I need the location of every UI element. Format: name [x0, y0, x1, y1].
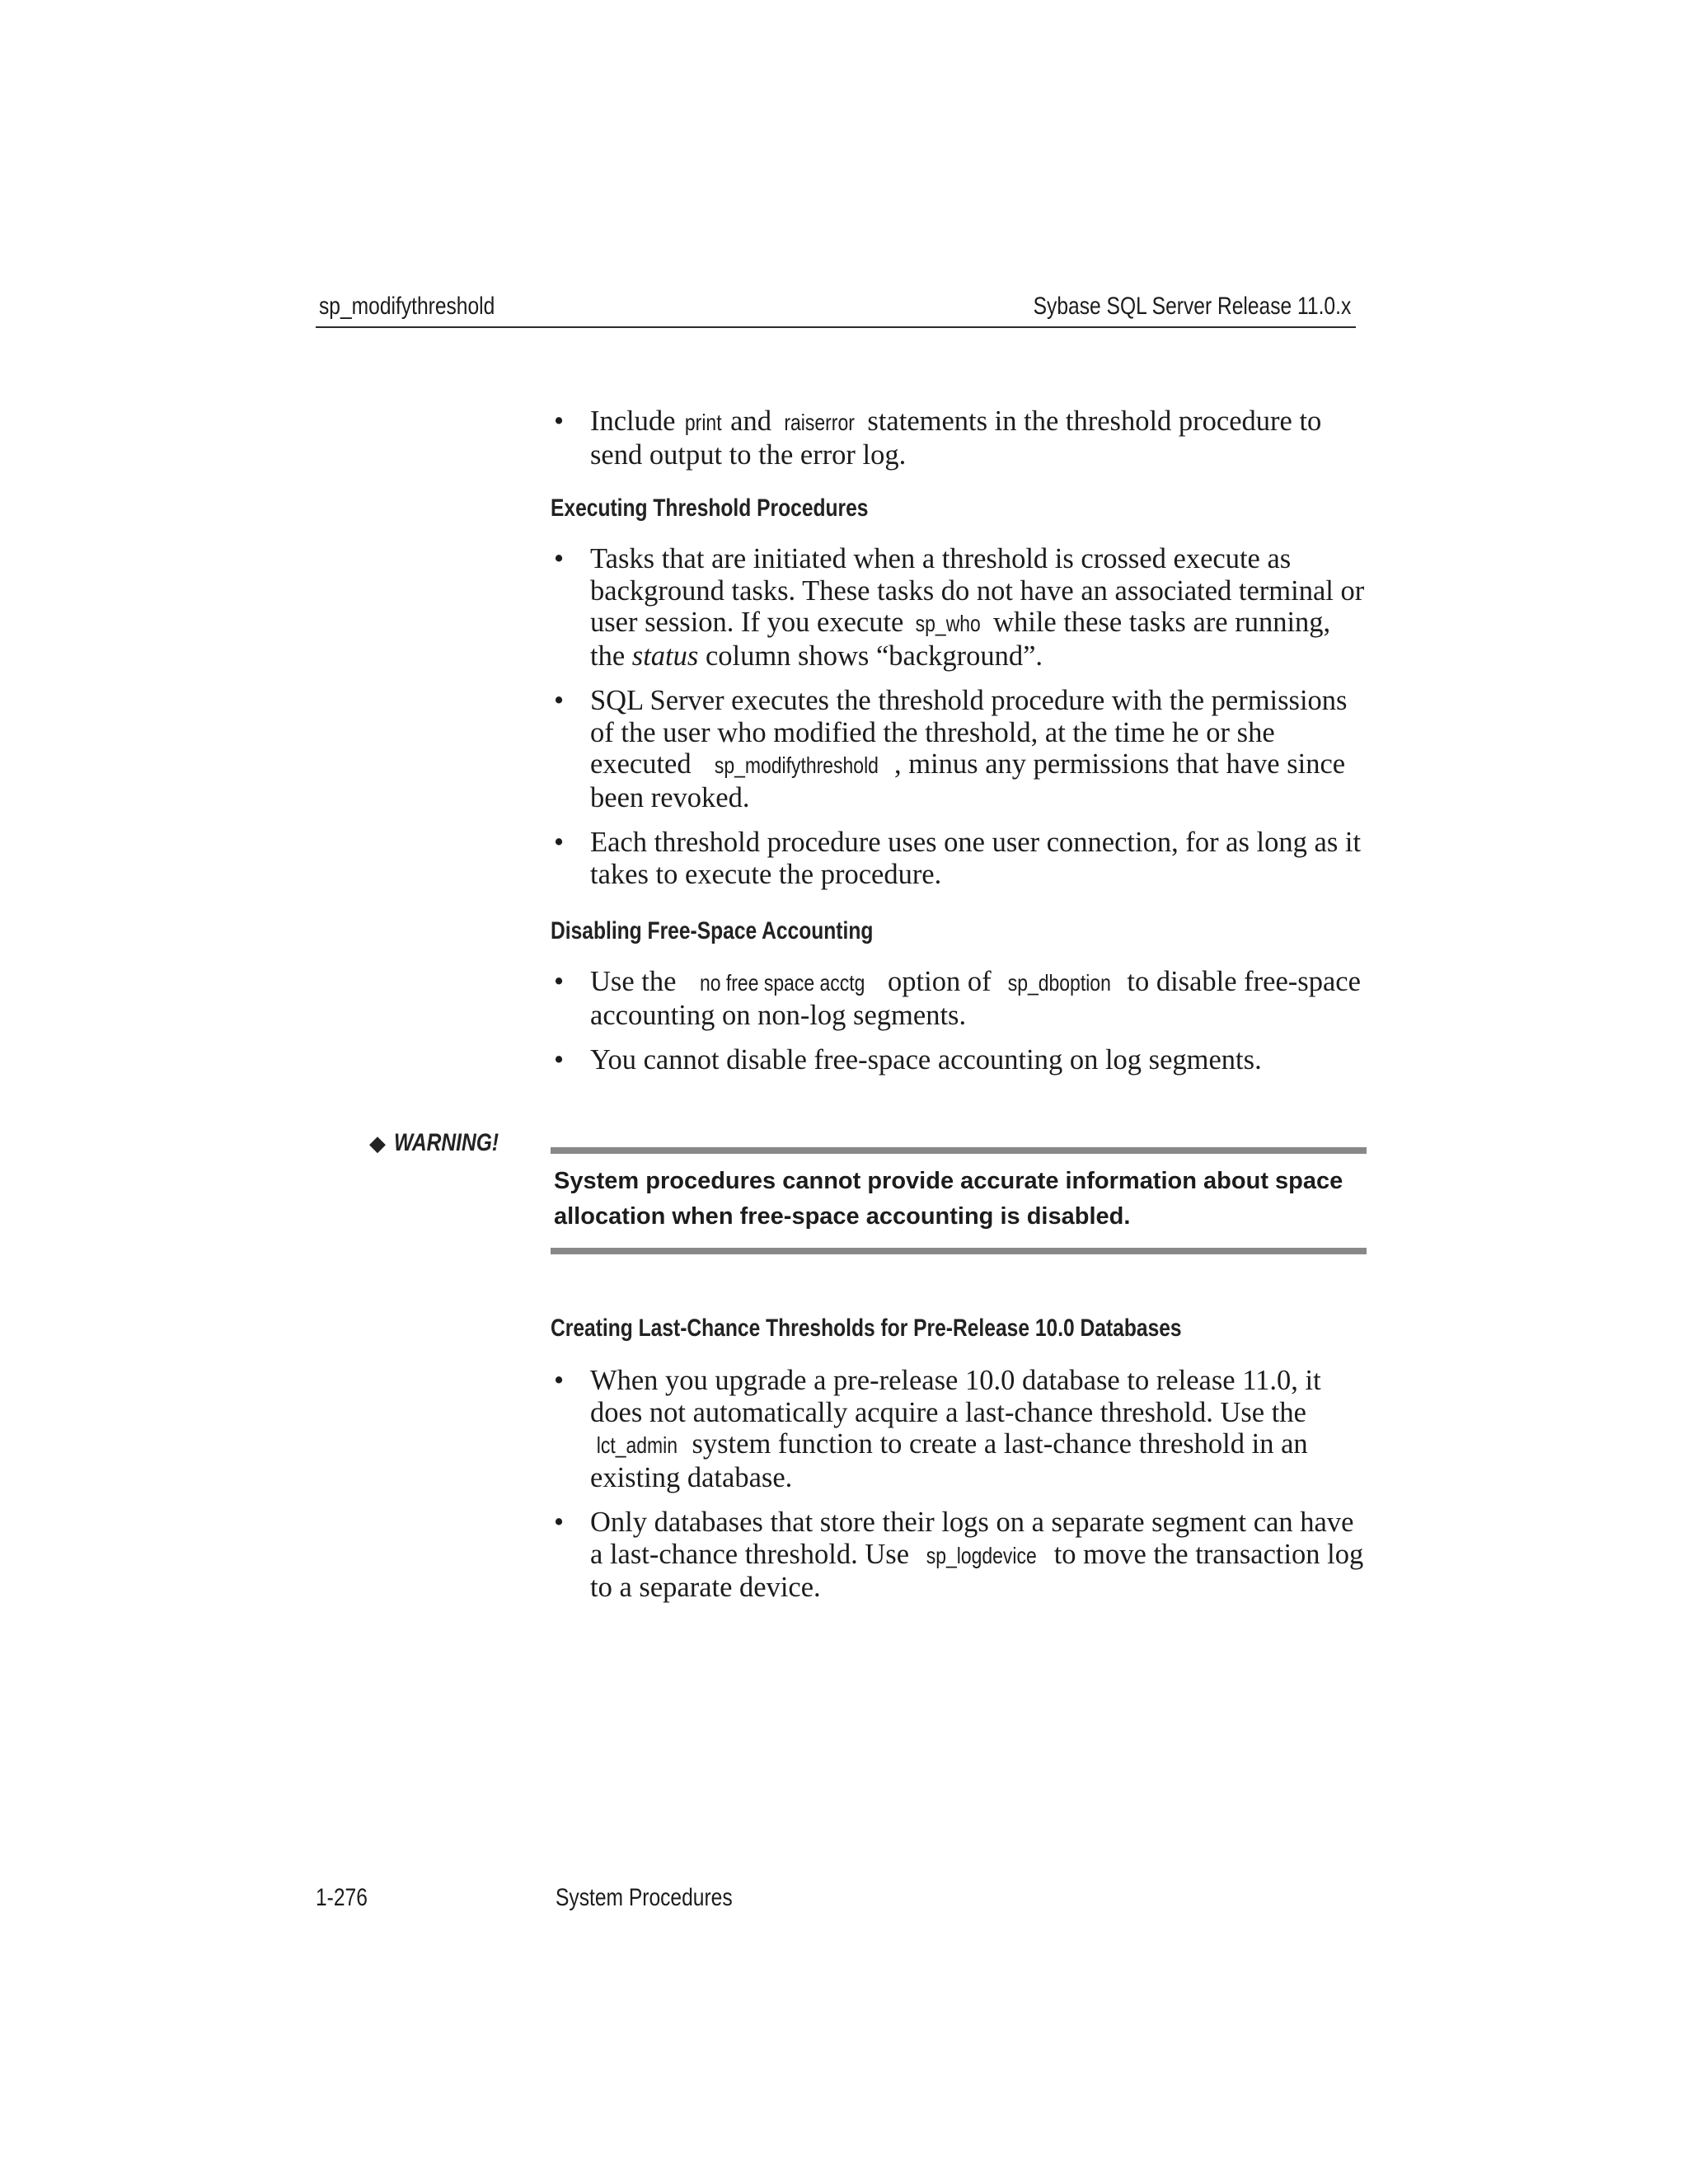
bullet-marker: •	[554, 1507, 565, 1538]
header-book-release: Sybase SQL Server Release 11.0.x	[1033, 293, 1351, 320]
bullet-text: Only databases that store their logs on a separate segment can have a last-chance threshold. Use sp_logdevice to move the transaction log to a separate device.	[590, 1507, 1364, 1603]
list-item	[551, 827, 1367, 890]
warning-label: ◆ WARNING!	[369, 1129, 499, 1156]
bullet-text: Use the no free space acctg option of sp_dboption to disable free-space accounting on non-log segments.	[590, 966, 1361, 1031]
code-sp-logdevice: sp_logdevice	[926, 1542, 1037, 1568]
running-header	[316, 290, 1356, 328]
section-heading-creating: Creating Last-Chance Thresholds for Pre-Release 10.0 Databases	[551, 1315, 1182, 1342]
code-keyword-print: print	[684, 410, 722, 435]
section-heading-executing: Executing Threshold Procedures	[551, 494, 869, 522]
list-item	[551, 1507, 1367, 1604]
creating-section	[551, 1312, 1367, 1617]
code-option-name: no free space acctg	[699, 970, 865, 996]
warning-rule-top	[551, 1147, 1367, 1154]
code-sp-modifythreshold: sp_modifythreshold	[714, 752, 879, 778]
warning-box	[551, 1147, 1367, 1254]
list-item	[551, 966, 1367, 1031]
body-column	[551, 405, 1367, 1090]
bullet-text: When you upgrade a pre-release 10.0 database to release 11.0, it does not automatically acquire a last-chance threshold. Use the lct_admin system function to create a last-chance threshold in an existing database.	[590, 1365, 1321, 1493]
bullet-text: SQL Server executes the threshold procedure with the permissions of the user who modified the threshold, at the time he or she executed sp_modifythreshold , minus any permissions that have since been revoked.	[590, 685, 1348, 813]
intro-bullet-list	[551, 405, 1367, 471]
list-item	[551, 1044, 1367, 1076]
page-number: 1-276	[316, 1884, 368, 1911]
bullet-marker: •	[554, 405, 565, 437]
section-heading-disabling: Disabling Free-Space Accounting	[551, 917, 874, 944]
status-column-name: status	[631, 640, 699, 672]
list-item	[551, 685, 1367, 813]
bullet-marker: •	[554, 827, 565, 858]
header-rule	[316, 326, 1356, 328]
code-sp-who: sp_who	[916, 611, 982, 636]
list-item	[551, 405, 1367, 471]
bullet-marker: •	[554, 1365, 565, 1396]
warning-rule-bottom	[551, 1248, 1367, 1254]
bullet-text: Each threshold procedure uses one user connection, for as long as it takes to execute the procedure.	[590, 827, 1362, 890]
code-lct-admin: lct_admin	[597, 1432, 678, 1458]
code-keyword-raiserror: raiserror	[784, 410, 855, 435]
disabling-bullet-list	[551, 966, 1367, 1076]
creating-bullet-list	[551, 1365, 1367, 1604]
list-item	[551, 543, 1367, 672]
bullet-marker: •	[554, 966, 565, 997]
bullet-marker: •	[554, 543, 565, 574]
list-item	[551, 1365, 1367, 1493]
code-sp-dboption: sp_dboption	[1007, 970, 1111, 996]
warning-text: System procedures cannot provide accurate information about space allocation when free-space accounting is disabled.	[554, 1168, 1343, 1230]
diamond-icon: ◆	[369, 1131, 386, 1155]
executing-bullet-list	[551, 543, 1367, 890]
header-procedure-name: sp_modifythreshold	[319, 293, 495, 320]
bullet-text: Include print and raiserror statements in the threshold procedure to send output to the error log.	[590, 405, 1322, 471]
bullet-marker: •	[554, 685, 565, 716]
bullet-text: Tasks that are initiated when a threshold is crossed execute as background tasks. These tasks do not have an associated terminal or user session. If you execute sp_who while these tasks are running, the status column shows “background”.	[590, 543, 1365, 672]
bullet-text: You cannot disable free-space accounting on log segments.	[590, 1044, 1262, 1076]
bullet-marker: •	[554, 1044, 565, 1076]
footer-book-title: System Procedures	[556, 1884, 733, 1911]
